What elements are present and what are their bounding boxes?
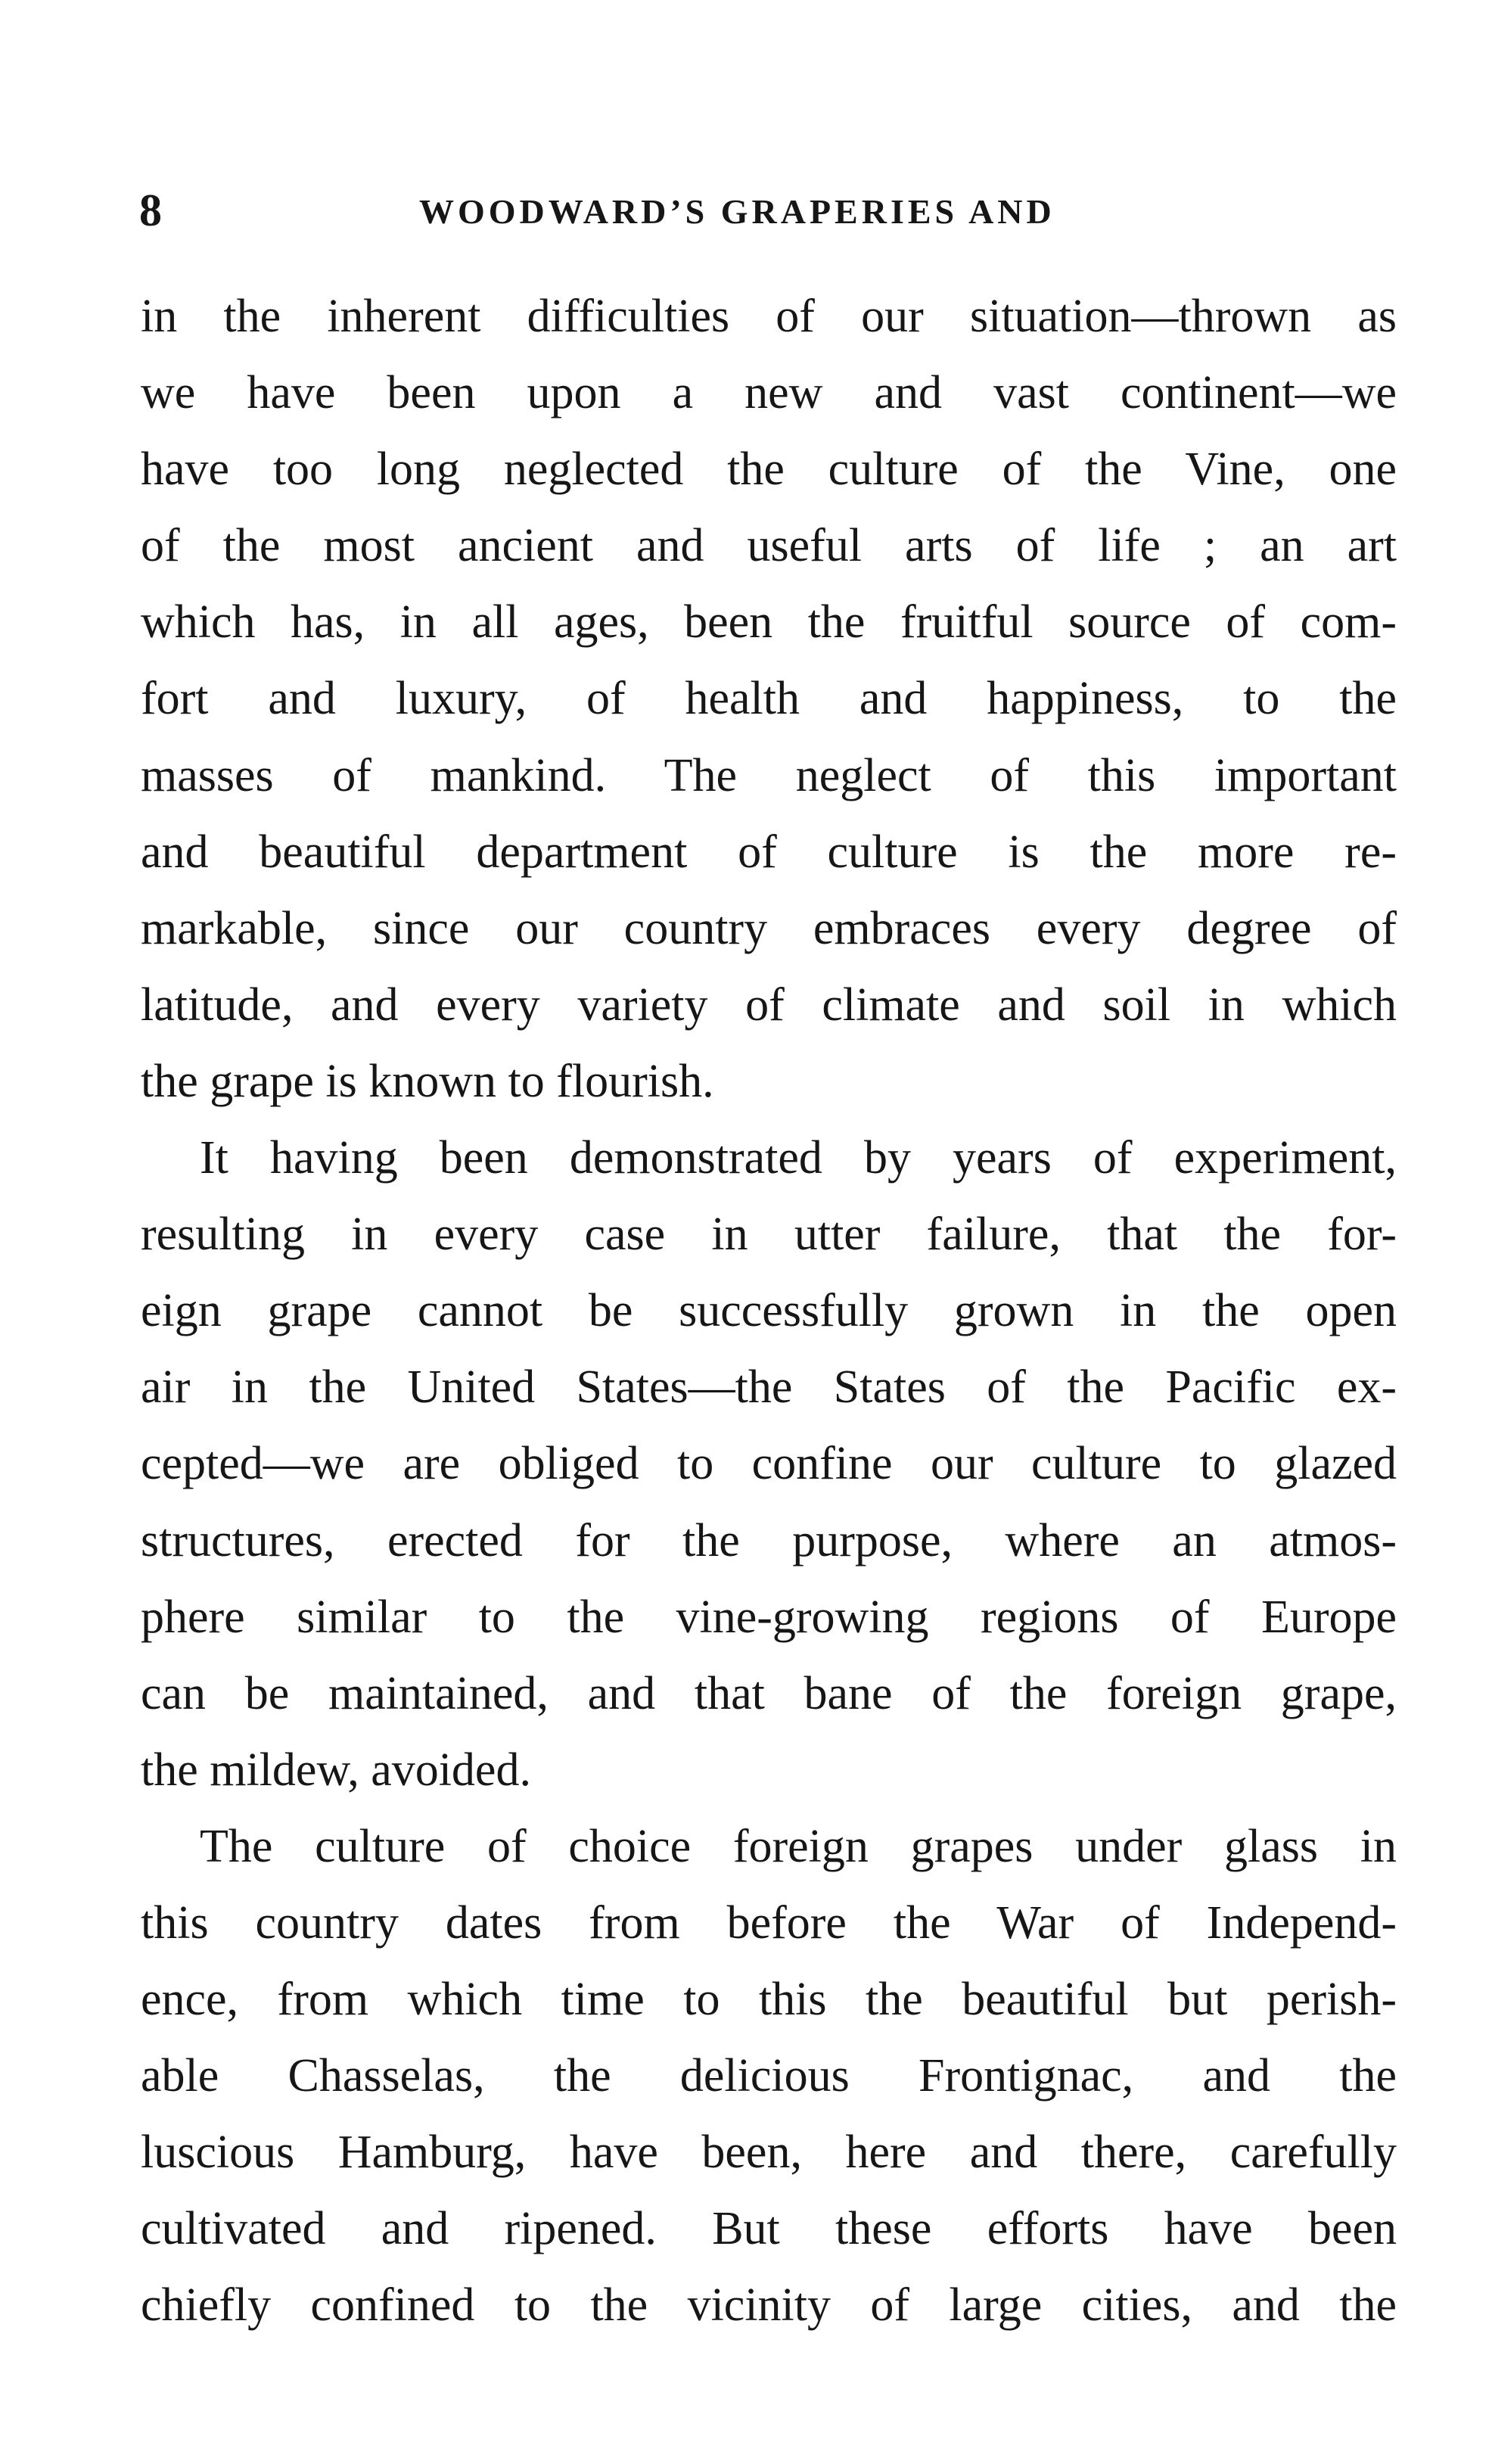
text-line: this country dates from before the War of Independ- xyxy=(141,1896,1397,1949)
text-line: and beautiful department of culture is the more re- xyxy=(141,826,1397,878)
text-line: can be maintained, and that bane of the foreign grape, xyxy=(141,1667,1397,1719)
page-header xyxy=(139,180,1395,248)
text-line: luscious Hamburg, have been, here and there, carefully xyxy=(141,2126,1397,2179)
text-line: phere similar to the vine-growing regions of Europe xyxy=(141,1591,1397,1643)
text-line: the mildew, avoided. xyxy=(141,1744,531,1796)
text-line: The culture of choice foreign grapes under glass in xyxy=(200,1820,1397,1872)
text-line: fort and luxury, of health and happiness, to the xyxy=(141,673,1397,725)
text-line: have too long neglected the culture of the Vine, one xyxy=(141,443,1397,496)
text-line: eign grape cannot be successfully grown in the open xyxy=(141,1285,1397,1337)
text-line: air in the United States—the States of the Pacific ex- xyxy=(141,1361,1397,1414)
text-line: masses of mankind. The neglect of this important xyxy=(141,749,1397,801)
text-line: the grape is known to flourish. xyxy=(141,1055,714,1107)
paragraph-2 xyxy=(141,1120,1397,1809)
text-line: which has, in all ages, been the fruitful source of com- xyxy=(141,596,1397,649)
text-line: in the inherent difficulties of our situation—thrown as xyxy=(141,291,1397,342)
paragraph-3 xyxy=(141,1809,1397,2344)
body-text xyxy=(141,278,1397,2344)
text-line: cepted—we are obliged to confine our culture to glazed xyxy=(141,1438,1397,1490)
text-line: of the most ancient and useful arts of life ; an art xyxy=(141,520,1397,572)
running-head: WOODWARD’S GRAPERIES AND xyxy=(419,192,1055,231)
paragraph-1 xyxy=(141,278,1397,1120)
text-line: It having been demonstrated by years of experiment, xyxy=(200,1132,1397,1184)
page-number: 8 xyxy=(139,185,163,235)
text-line: chiefly confined to the vicinity of large cities, and the xyxy=(141,2279,1397,2332)
text-line: structures, erected for the purpose, where an atmos- xyxy=(141,1514,1397,1566)
text-line: able Chasselas, the delicious Frontignac, and the xyxy=(141,2050,1397,2102)
text-line: we have been upon a new and vast continent—we xyxy=(141,367,1397,419)
text-line: ence, from which time to this the beautiful but perish- xyxy=(141,1974,1397,2026)
text-line: latitude, and every variety of climate and soil in which xyxy=(141,978,1397,1031)
text-line: markable, since our country embraces every degree of xyxy=(141,902,1397,954)
text-line: cultivated and ripened. But these efforts have been xyxy=(141,2203,1397,2255)
text-line: resulting in every case in utter failure, that the for- xyxy=(141,1209,1397,1261)
